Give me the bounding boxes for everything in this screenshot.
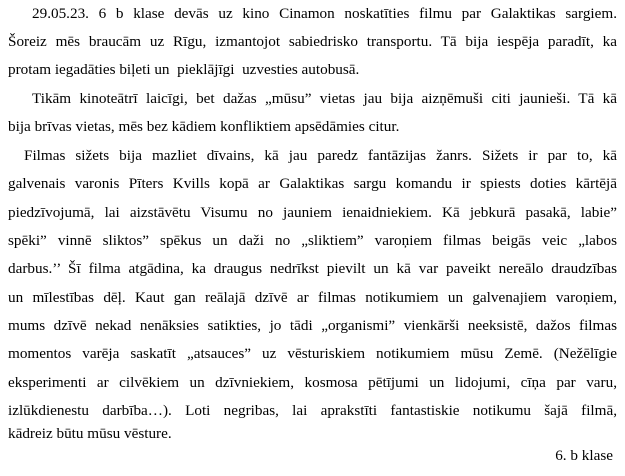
text-line-14: eksperimenti ar cilvēkiem un dzīvniekiem, kosmosa pētījumi un lidojumi, cīņa par varu, — [8, 374, 617, 391]
text-line-1: 29.05.23. 6 b klase devās uz kino Cinamon noskatīties filmu par Galaktikas sargiem. — [32, 5, 617, 22]
text-line-7: galvenais varonis Pīters Kvills kopā ar Galaktikas sargu komandu ir spiests doties kārtējā — [8, 175, 617, 192]
text-line-3: protam iegadāties biļeti un pieklājīgi uzvesties autobusā. — [8, 61, 360, 78]
text-line-15: izlūkdienestu darbība…). Loti negribas, lai aprakstīti fantastiskie notikumu šajā filmā, — [8, 402, 617, 419]
text-line-4: Tikām kinoteātrī laicīgi, bet dažas „mūsu” vietas jau bija aizņēmuši citi jaunieši. Tā kā — [32, 90, 617, 107]
text-line-16: kādreiz būtu mūsu vēsture. — [8, 425, 172, 442]
text-line-12: mums dzīvē nekad nenāksies satikties, jo tādi „organismi” vienkārši neeksistē, dažos filmas — [8, 317, 617, 334]
text-line-10: darbus.’’ Šī filma atgādina, ka draugus nedrīkst pievilt un kā var paveikt nereālo draudzības — [8, 260, 617, 277]
signature: 6. b klase — [555, 447, 613, 464]
text-line-5: bija brīvas vietas, mēs bez kādiem konfliktiem apsēdāmies citur. — [8, 118, 400, 135]
text-line-8: piedzīvojumā, lai aizstāvētu Visumu no jauniem ienaidniekiem. Kā jebkurā pasakā, labie” — [8, 204, 617, 221]
text-line-13: momentos varēja saskatīt „atsauces” uz vēsturiskiem notikumiem mūsu Zemē. (Nežēlīgie — [8, 345, 617, 362]
text-line-9: spēki” vinnē sliktos” spēkus un daži no „sliktiem” varoņiem filmas beigās veic „labos — [8, 232, 617, 249]
text-line-6: Filmas sižets bija mazliet dīvains, kā jau paredz fantāzijas žanrs. Sižets ir par to, kā — [24, 147, 617, 164]
text-line-2: Šoreiz mēs braucām uz Rīgu, izmantojot sabiedrisko transportu. Tā bija iespēja paradīt, ka — [8, 33, 617, 50]
text-line-11: un mīlestības dēļ. Kaut gan reālajā dzīvē ar filmas notikumiem un galvenajiem varoņiem, — [8, 289, 617, 306]
